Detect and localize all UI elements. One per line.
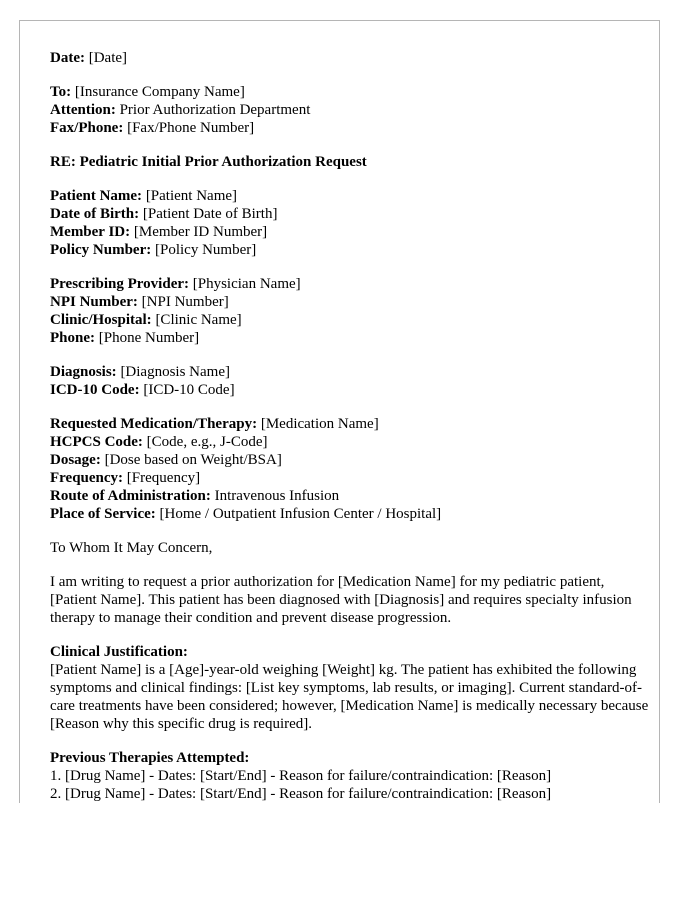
field-label: Member ID:: [50, 224, 131, 240]
field-value: [Code, e.g., J-Code]: [142, 434, 268, 450]
attention-line: [50, 101, 650, 119]
diagnosis-section: [50, 363, 650, 399]
field-label: To:: [50, 84, 72, 100]
icd10-line: [50, 381, 650, 399]
field-label: Dosage:: [50, 452, 101, 468]
field-label: HCPCS Code:: [50, 434, 143, 450]
field-value: [Dose based on Weight/BSA]: [100, 452, 282, 468]
policy-number-line: [50, 241, 650, 259]
route-line: [50, 487, 650, 505]
field-value: [ICD-10 Code]: [139, 382, 235, 398]
place-of-service-line: [50, 505, 650, 523]
subject-line: RE: Pediatric Initial Prior Authorization Request: [50, 154, 367, 170]
field-label: ICD-10 Code:: [50, 382, 140, 398]
provider-line: [50, 275, 650, 293]
field-label: Diagnosis:: [50, 364, 117, 380]
field-label: Requested Medication/Therapy:: [50, 416, 258, 432]
previous-therapies-section: [50, 749, 650, 803]
date-section: [50, 49, 650, 67]
field-value: [Patient Date of Birth]: [139, 206, 278, 222]
field-value: Intravenous Infusion: [210, 488, 340, 504]
clinical-section: [50, 643, 650, 733]
dosage-line: [50, 451, 650, 469]
letter-content: [50, 49, 650, 803]
member-id-line: [50, 223, 650, 241]
intro-section: [50, 573, 650, 627]
salutation: To Whom It May Concern,: [50, 540, 213, 556]
field-label: NPI Number:: [50, 294, 138, 310]
to-line: [50, 83, 650, 101]
dob-line: [50, 205, 650, 223]
field-value: [Physician Name]: [189, 276, 301, 292]
phone-line: [50, 329, 650, 347]
field-label: Clinic/Hospital:: [50, 312, 152, 328]
patient-name-line: [50, 187, 650, 205]
field-label: Fax/Phone:: [50, 120, 124, 136]
field-label: Patient Name:: [50, 188, 143, 204]
date-label: Date:: [50, 50, 85, 66]
field-value: [Clinic Name]: [151, 312, 242, 328]
field-value: [Policy Number]: [151, 242, 257, 258]
subject-section: [50, 153, 650, 171]
frequency-line: [50, 469, 650, 487]
field-label: Prescribing Provider:: [50, 276, 189, 292]
field-value: [Member ID Number]: [130, 224, 268, 240]
recipient-section: [50, 83, 650, 137]
field-value: [Phone Number]: [95, 330, 200, 346]
patient-section: [50, 187, 650, 259]
field-value: Prior Authorization Department: [115, 102, 311, 118]
clinical-paragraph: [Patient Name] is a [Age]-year-old weighing [Weight] kg. The patient has exhibited the following symptoms and clinical findings: [List key symptoms, lab results, or imaging]. Current standard-of-care treatments have been considered; however, [Medication Name] is medically necessary because [Reason why this specific drug is required].: [50, 662, 649, 732]
field-label: Place of Service:: [50, 506, 156, 522]
field-value: [Frequency]: [123, 470, 201, 486]
field-label: Attention:: [50, 102, 116, 118]
medication-section: [50, 415, 650, 523]
date-line: [50, 49, 650, 67]
previous-therapy-item: 2. [Drug Name] - Dates: [Start/End] - Reason for failure/contraindication: [Reason]: [50, 786, 552, 802]
field-value: [Patient Name]: [142, 188, 238, 204]
date-value: [Date]: [84, 50, 128, 66]
intro-paragraph: I am writing to request a prior authorization for [Medication Name] for my pediatric patient, [Patient Name]. This patient has been diagnosed with [Diagnosis] and requires specialty infusion therapy to manage their condition and prevent disease progression.: [50, 574, 632, 626]
field-value: [Medication Name]: [257, 416, 379, 432]
field-label: Date of Birth:: [50, 206, 140, 222]
clinic-line: [50, 311, 650, 329]
medication-line: [50, 415, 650, 433]
previous-therapies-heading: Previous Therapies Attempted:: [50, 750, 250, 766]
field-label: Route of Administration:: [50, 488, 211, 504]
field-label: Frequency:: [50, 470, 124, 486]
letter-page: [19, 20, 660, 803]
clinical-heading: Clinical Justification:: [50, 644, 188, 660]
field-value: [Diagnosis Name]: [116, 364, 230, 380]
salutation-section: [50, 539, 650, 557]
provider-section: [50, 275, 650, 347]
previous-therapy-item: 1. [Drug Name] - Dates: [Start/End] - Reason for failure/contraindication: [Reason]: [50, 768, 552, 784]
field-value: [Insurance Company Name]: [71, 84, 245, 100]
field-label: Phone:: [50, 330, 95, 346]
npi-line: [50, 293, 650, 311]
fax-phone-line: [50, 119, 650, 137]
hcpcs-line: [50, 433, 650, 451]
field-label: Policy Number:: [50, 242, 152, 258]
field-value: [NPI Number]: [137, 294, 229, 310]
diagnosis-line: [50, 363, 650, 381]
field-value: [Home / Outpatient Infusion Center / Hospital]: [155, 506, 442, 522]
field-value: [Fax/Phone Number]: [123, 120, 255, 136]
